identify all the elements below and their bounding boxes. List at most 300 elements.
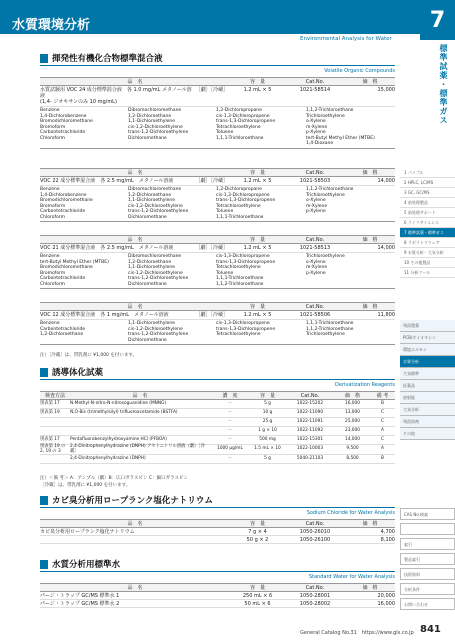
component: Chloroform [40,135,65,141]
component: 1,1-Dichloroethylene [128,265,176,270]
component: Dibromochloromethane [128,254,182,259]
component: Trichloroethylene [306,332,345,337]
component: p-Xylene [306,130,326,135]
component: Trichloroethylene [306,113,345,119]
component: 1,4-Dichlorobenzene [40,192,87,198]
component-list [40,107,395,149]
name-line: VOC 22 成分標準混合液 各 2.5 mg/mL メタノール溶液 [40,178,174,184]
component [306,338,395,344]
component [306,215,395,221]
component: Benzene [40,321,60,326]
table-cell: － [227,436,233,442]
section-subtitle: Derivatization Reagents [335,382,395,388]
table-cell: － [227,427,233,433]
header-pkg: 容 量 [249,237,265,243]
product-row [40,177,395,186]
product-name: パージ・トラップ GC/MS 標準水 1 [40,593,120,599]
table-cell: 8,500 [346,455,359,461]
product-row [40,86,395,107]
component: Dichloromethane [128,135,167,141]
header-name: 品 名 [127,79,143,85]
header-cell: 検査方法 [44,393,65,399]
sidebar-subitem[interactable]: 医薬品 [400,380,455,392]
section-voc-header [40,52,395,66]
table-cell: N-Methyl-N-nitro-N-nitrosoguanidine (MNNG) [70,400,167,406]
header-cat: Cat.No. [305,585,325,591]
component-list [40,186,395,222]
header-pkg: 容 量 [249,170,265,176]
header-cell: 備 考 [376,393,389,399]
table-header [40,584,395,592]
table-header [40,169,395,177]
component: Benzene [40,187,60,192]
package-size: 7 g × 4 [248,529,267,535]
sidebar-item[interactable]: 5 前処理サポート [400,208,455,218]
note-2: 注）＜備 考＞ A：アンプル（劇）B：広口ガラスビン C：細口ガラスビン [40,476,188,481]
component: 1,1,2-Trichloroethane [216,281,264,287]
component: 1,1,1-Trichloroethane [216,135,264,141]
table-cell: C [380,409,384,415]
price: 14,000 [377,245,395,251]
component: 1,1,1-Trichloroethane [216,276,264,281]
header-pkg: 容 量 [249,521,265,527]
table-cell: － [227,400,233,406]
table-cell: 別表第 17 [40,436,60,442]
table-cell: 別表第 19 の 2, 19 の 3 [40,444,66,454]
sidebar-item[interactable]: 6 ライフサイエンス [400,218,455,228]
sidebar-item[interactable]: 11 分析ツール [400,268,455,278]
component: 1,1,2-Trichloroethane [306,187,354,192]
component: 1,4-Dioxane [306,141,334,146]
product-name-text [40,245,173,251]
product-name-text [40,87,196,105]
price: 16,000 [377,601,395,607]
component: 1,1,2-Trichloroethane [306,108,354,113]
cat-no: 1021-58506 [299,312,331,318]
package-size: 50 g × 2 [246,537,269,543]
header-cell: 価 格 [344,393,360,399]
header-name: 品 名 [127,521,143,527]
table-cell: 500 mg [259,436,276,442]
table-cell: 2,4-Dinitrophenylhydrazine (DNPH) アセトニトリル溶液（劇）［冷蔵］ [70,444,205,454]
component: Bromodichloromethane [40,198,93,203]
price: 14,000 [377,178,395,184]
footer-text: General Catalog No.31 https://www.gls.co.jp [300,630,414,636]
header-price: 価 格 [362,585,378,591]
component: trans-1,2-Dichloroethylene [128,209,189,214]
table-cell: N,O-Bis (trimethylsilyl) trifluoroacetamide (BSTFA) [70,409,178,415]
index-nav [400,508,455,613]
table-cell: 別表第 17 [40,400,60,406]
header-price: 価 格 [362,79,378,85]
component: 1,1,1-Trichloroethane [306,321,354,326]
package-size: 250 mL × 6 [242,593,273,599]
component: 1,2-Dichloroethane [128,192,172,198]
product-name-text [40,178,173,184]
cat-no: 1050-28001 [299,593,331,599]
header-cat: Cat.No. [305,237,325,243]
component [40,338,128,344]
sidebar-item[interactable]: 7 標準試薬・標準ガス [400,228,455,238]
voc22-table [40,168,395,222]
cat-no: 1050-26010 [299,529,331,535]
sidebar-item[interactable]: 10 その他製品 [400,258,455,268]
table-row [40,400,395,409]
component: Dichloromethane [128,337,167,343]
sub-nav [400,320,455,440]
component: Bromodichloromethane [40,265,93,270]
header-cell: 容 量 [259,393,275,399]
component: m-Xylene [306,265,328,270]
nacl-table [40,519,395,544]
component: Bromodichloromethane [40,119,93,124]
name-line: VOC 12 成分標準混合液 各 1 mg/mL メタノール溶液 [40,312,169,318]
section-subtitle: Sodium Chloride for Water Analysis [306,510,395,516]
table-cell: 10 g [262,409,273,415]
sidebar-subitem[interactable]: その他 [400,428,455,440]
component: 1,2-Dichloropropane [216,187,262,192]
component: trans-1,3-Dichloropropene [216,119,276,124]
product-row [40,536,395,544]
package-size: 1.2 mL × 5 [243,87,272,93]
sidebar-item[interactable]: 8 ラボラトリウェア [400,238,455,248]
section-subtitle: Standard Water for Water Analysis [308,574,395,580]
header-bar [0,0,420,34]
page-subtitle: Environmental Analysis for Water [300,36,392,42]
voc21-table [40,235,395,289]
table-cell: 2,4-Dinitrophenylhydrazine (DNPH) [70,455,146,461]
header-pkg: 容 量 [249,79,265,85]
header-price: 価 格 [362,237,378,243]
header-cat: Cat.No. [305,79,325,85]
table-cell: 1022-11091 [296,418,324,424]
table-cell: 1 g × 10 [258,427,277,433]
component: trans-1,3-Dichloropropene [216,198,276,203]
standard-water-table [40,583,395,608]
table-cell: C [380,436,384,442]
package-size: 1.2 mL × 5 [243,178,272,184]
table-cell: 25 g [262,418,273,424]
component: Toluene [216,130,234,135]
product-row [40,528,395,536]
product-row [40,244,395,253]
section-marker [40,560,48,569]
header-pkg: 容 量 [249,304,265,310]
index-item[interactable]: 分類別索引 [400,523,455,535]
section-title: カビ臭分析用ロープランク塩化ナトリウム [52,496,213,506]
component: trans-1,3-Dichloropropene [216,326,276,332]
component: Carbontetrachloride [40,326,86,332]
component: trans-1,2-Dichloroethylene [128,276,189,281]
component: Tetrachloroethylene [216,332,261,337]
component [40,141,128,147]
index-item[interactable]: CAS No.検索 [400,508,455,520]
component: cis-1,3-Dichloropropene [216,192,270,198]
sidebar-item[interactable]: 1 パイプル [400,168,455,178]
table-header [40,392,395,400]
table-row [40,409,395,418]
table-header [40,78,395,86]
component: Tetrachloroethylene [216,124,261,130]
component: o-Xylene [306,119,326,124]
table-row [40,445,395,455]
header-cell: 濃 度 [222,393,238,399]
chapter-nav [400,168,455,278]
table-cell: 23,000 [344,427,361,433]
component: Chloroform [40,281,65,287]
table-cell: 1022-15301 [296,436,324,442]
component-list [40,320,395,345]
component [216,338,306,344]
package-size: 50 mL × 6 [244,601,271,607]
table-cell: 1022-15202 [296,400,324,406]
component [128,141,216,147]
price: 4,700 [380,529,395,535]
sidebar-subitem[interactable]: PCB/ダイオキシン [400,332,455,344]
sidebar-subitem[interactable]: 残留溶剤 [400,416,455,428]
component: Benzene [40,254,60,259]
package-size: 1.2 mL × 5 [243,245,272,251]
sidebar-item[interactable]: 9 水質分析・大気分析 [400,248,455,258]
table-cell: A [381,427,384,433]
header-name: 品 名 [127,170,143,176]
cat-no: 1050-28002 [299,601,331,607]
component: 1,1-Dichloroethylene [128,321,176,326]
table-row [40,418,395,427]
component [306,282,395,288]
price: 20,000 [377,593,395,599]
cat-no: 1021-58503 [299,178,331,184]
component: tert-Butyl Methyl Ether (MTBE) [306,135,375,141]
hazard-tag: ［劇］［冷蔵］ [195,87,229,93]
table-cell: C [380,418,384,424]
component: 1,2-Dichloroethane [40,332,84,337]
component: m-Xylene [306,124,328,130]
component: Trichloroethylene [306,192,345,198]
component: o-Xylene [306,198,326,203]
component: cis-1,2-Dichloroethylene [128,326,183,332]
hazard-tag: ［劇］［冷蔵］ [195,312,228,318]
component: 1,1,2-Trichloroethane [306,326,354,332]
component: Dichloromethane [128,214,167,220]
section-title: 揮発性有機化合物標準混合液 [52,54,163,64]
chapter-number: 7 [420,0,455,40]
component: 1,1-Dichloroethylene [128,198,176,203]
product-name [40,87,230,105]
section-marker [40,496,48,505]
table-cell: 25,000 [344,418,361,424]
product-name [40,178,230,184]
component: cis-1,3-Dichloropropene [216,254,270,259]
sidebar-subitem[interactable]: 環境ホルモン [400,344,455,356]
table-cell: 13,000 [344,409,361,415]
table-header [40,520,395,528]
header-cell: Cat.No. [300,393,320,399]
component: Bromoform [40,124,66,130]
product-row [40,600,395,608]
section-title: 誘導体化試薬 [52,368,104,378]
component: trans-1,3-Dichloropropene [216,259,276,265]
index-item[interactable]: 製品索引 [400,553,455,565]
cat-no: 1050-26100 [299,537,331,543]
component: 1,4-Dichlorobenzene [40,113,87,119]
component: Carbontetrachloride [40,276,86,281]
header-price: 価 格 [362,304,378,310]
price: 15,000 [377,87,395,93]
component: cis-1,2-Dichloroethylene [128,270,183,276]
table-cell: － [227,418,233,424]
component: cis-1,2-Dichloroethylene [128,124,183,130]
table-cell: 1022-11092 [296,427,324,433]
component: p-Xylene [306,209,326,214]
section-nacl-header [40,494,395,508]
component: Carbontetrachloride [40,130,86,135]
header-name: 品 名 [127,585,143,591]
hazard-tag: ［劇］［冷蔵］ [195,245,228,251]
table-row [40,427,395,436]
sidebar-subitem[interactable]: 残留農薬 [400,320,455,332]
section-title: 水質分析用標準水 [52,560,121,570]
derivatization-table [40,391,395,464]
product-row [40,592,395,600]
cat-no: 1021-58514 [299,87,331,93]
index-item[interactable]: 分析条件 [400,583,455,595]
product-name-text [40,312,169,318]
component: p-Xylene [306,270,326,276]
component: trans-1,2-Dichloroethylene [128,130,189,135]
table-header [40,236,395,244]
table-cell: 1000 μg/mL [217,446,243,452]
product-name: カビ臭分析用ロープランク塩化ナトリウム [40,529,135,535]
table-header [40,303,395,311]
component: Dibromochloromethane [128,187,182,192]
package-size: 1.2 mL × 5 [243,312,272,318]
component-list [40,253,395,289]
section-marker [40,54,48,63]
name-line: VOC 21 成分標準混合液 各 2.5 mg/mL メタノール溶液 [40,245,174,251]
sidebar-item[interactable]: 4 前処理製品 [400,198,455,208]
sidebar-subitem[interactable]: 放射能 [400,392,455,404]
header-cell: 品 名 [132,393,148,399]
component: 1,1-Dichloroethylene [128,119,176,124]
chapter-title: 標準試薬・標準ガス [439,44,448,125]
component: trans-1,2-Dichloroethylene [128,332,189,337]
index-item[interactable]: 技術資料 [400,568,455,580]
voc24-table [40,77,395,149]
section-subtitle: Volatile Organic Compounds [324,68,395,74]
table-cell: B [381,455,384,461]
hazard-tag: ［劇］［冷蔵］ [195,178,228,184]
table-cell: 1022-11090 [296,409,324,415]
section-water-header [40,558,395,572]
component: tert-Butyl Methyl Ether (MTBE) [40,259,109,265]
voc12-table [40,302,395,345]
component: cis-1,3-Dichloropropene [216,113,270,119]
component: Tetrachloroethylene [216,203,261,209]
component: Bromoform [40,203,66,209]
section-deriv-header [40,366,395,380]
table-cell: B [381,400,384,406]
table-cell: 1022-10003 [296,446,324,452]
note-2b: ［冷蔵］は、帯乳剤に ¥1,000 を付います。 [40,483,131,488]
table-cell: Pentafluorobenzylhydroxyamine HCl (PFBOA) [70,436,167,442]
component: m-Xylene [306,203,328,209]
page-title: 水質環境分析 [12,18,91,33]
table-cell: 16,000 [344,400,361,406]
header-pkg: 容 量 [249,585,265,591]
product-name [40,312,230,318]
sidebar-subitem[interactable]: 大気標準 [400,368,455,380]
component: Trichloroethylene [306,254,345,259]
index-item[interactable]: お問い合わせ [400,598,455,610]
table-cell: 5 g [264,455,271,461]
header-name: 品 名 [127,304,143,310]
product-name [40,245,230,251]
component: 1,2-Dichloropropane [216,108,262,113]
table-cell: － [227,455,233,461]
product-row [40,311,395,320]
component: Benzene [40,108,60,113]
price: 11,800 [377,312,395,318]
header-price: 価 格 [362,521,378,527]
sidebar-item[interactable]: 2 HPLC, LC/MS [400,178,455,188]
component: Carbontetrachloride [40,209,86,214]
table-cell: 1.5 mL × 10 [254,446,281,452]
sidebar-item[interactable]: 3 GC, GC/MS [400,188,455,198]
note-1: 注）［冷蔵］は、帯乳剤に ¥1,000 を付います。 [40,353,137,358]
name-line: 水質試験用 VOC 24 成分標準混合液 各 1.0 mg/mL メタノール溶液 [40,87,192,99]
component: 1,2-Dichloroethane [128,113,172,119]
component: cis-1,3-Dichloropropene [216,321,270,326]
table-cell: A [381,446,384,452]
name-line-2: (1,4- ジオキサンのみ 10 mg/mL) [40,99,117,105]
component [216,141,306,147]
table-cell: 9,500 [346,446,359,452]
component: 1,1,1-Trichloroethane [216,214,264,220]
price: 8,100 [380,537,395,543]
component: cis-1,2-Dichloroethylene [128,203,183,209]
table-cell: 5040-21103 [296,455,324,461]
header-cat: Cat.No. [305,170,325,176]
table-cell: 14,000 [344,436,361,442]
product-name: パージ・トラップ GC/MS 標準水 2 [40,601,120,607]
section-marker [40,368,48,377]
cat-no: 1021-58513 [299,245,331,251]
sidebar-subitem[interactable]: 水質分析 [400,356,455,368]
header-price: 価 格 [362,170,378,176]
component: Toluene [216,209,234,214]
component: Bromoform [40,270,66,276]
product-name [40,536,230,543]
component: Dibromochloromethane [128,108,182,113]
page-number: 841 [420,624,441,635]
header-cat: Cat.No. [305,521,325,527]
header-name: 品 名 [127,237,143,243]
sidebar-subitem[interactable]: 大気分析 [400,404,455,416]
header-cat: Cat.No. [305,304,325,310]
component: Chloroform [40,214,65,220]
table-cell: 別表第 19 [40,409,60,415]
table-row [40,455,395,464]
component: o-Xylene [306,259,326,265]
table-cell: 5 g [264,400,271,406]
component: Toluene [216,270,234,276]
index-item[interactable]: 索引 [400,538,455,550]
component: Tetrachloroethylene [216,265,261,270]
component: Dichloromethane [128,281,167,287]
component: 1,2-Dichloroethane [128,259,172,265]
table-cell: － [227,409,233,415]
